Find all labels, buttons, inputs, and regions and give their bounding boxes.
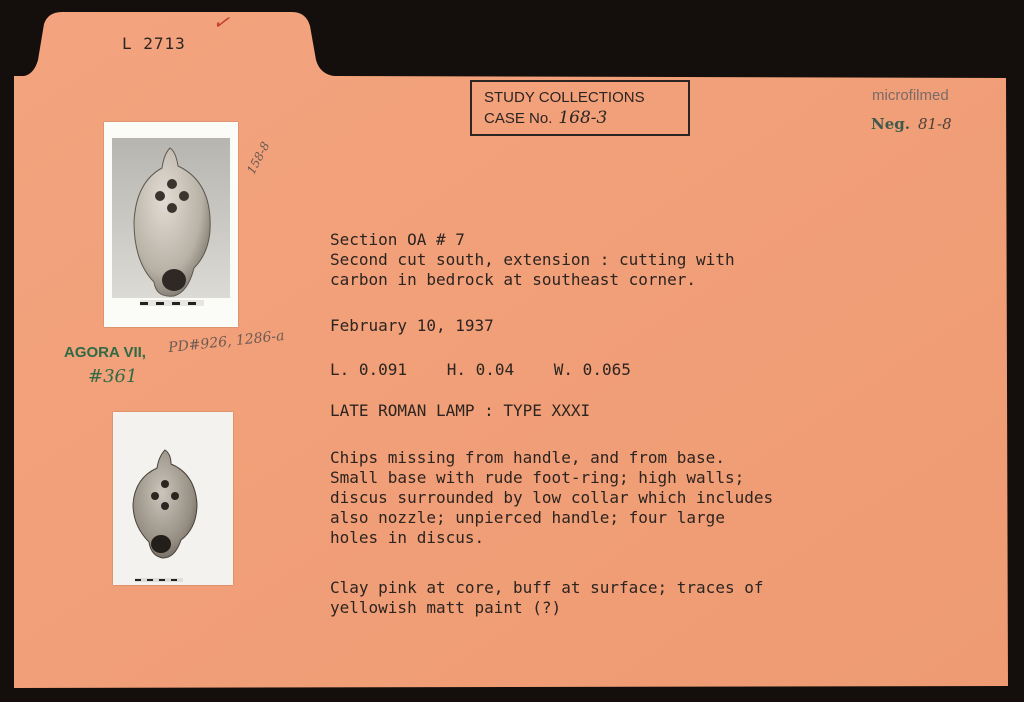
context-block <box>330 230 735 290</box>
fabric-block <box>330 578 763 618</box>
stamp-case-label: CASE No. <box>484 110 553 127</box>
context-line: carbon in bedrock at southeast corner. <box>330 270 697 289</box>
accession-number: L 2713 <box>122 34 186 53</box>
stamp-case-value: 168-3 <box>558 108 608 128</box>
section-line: Section OA # 7 <box>330 230 465 249</box>
check-mark: ✓ <box>211 8 232 36</box>
publication-number: #361 <box>88 366 138 387</box>
description-line: discus surrounded by low collar which includes <box>330 488 774 507</box>
neg-label: Neg. <box>871 115 910 133</box>
date-line: February 10, 1937 <box>330 316 494 335</box>
neg-value: 81-8 <box>917 115 952 133</box>
measurements-line <box>330 360 661 380</box>
publication-stamp: AGORA VII, <box>64 344 146 361</box>
stamp-case-line <box>484 108 676 129</box>
stamp-title: STUDY COLLECTIONS <box>484 89 645 106</box>
description-line: Small base with rude foot-ring; high walls; <box>330 468 745 487</box>
description-line: also nozzle; unpierced handle; four large <box>330 508 725 527</box>
microfilmed-stamp: microfilmed <box>872 87 949 104</box>
object-type: LATE ROMAN LAMP : TYPE XXXI <box>330 401 591 420</box>
width-value: W. 0.065 <box>553 360 631 379</box>
study-collections-stamp <box>470 80 690 136</box>
description-line: Chips missing from handle, and from base. <box>330 448 725 467</box>
context-line: Second cut south, extension : cutting with <box>330 250 735 269</box>
lamp-top-image <box>104 122 238 327</box>
pd-reference-note: PD#926, 1286-a <box>167 327 286 357</box>
description-block <box>330 448 773 548</box>
lamp-photo-top <box>104 122 238 327</box>
photo-side-note: 158-8 <box>244 139 273 177</box>
fabric-line: Clay pink at core, buff at surface; traces of <box>330 578 764 597</box>
negative-number <box>871 115 952 133</box>
fabric-line: yellowish matt paint (?) <box>330 598 562 617</box>
lamp-bottom-image <box>113 412 233 585</box>
lamp-photo-bottom <box>113 412 233 585</box>
length-value: L. 0.091 <box>330 360 408 379</box>
height-value: H. 0.04 <box>446 360 515 379</box>
description-line: holes in discus. <box>330 528 485 547</box>
